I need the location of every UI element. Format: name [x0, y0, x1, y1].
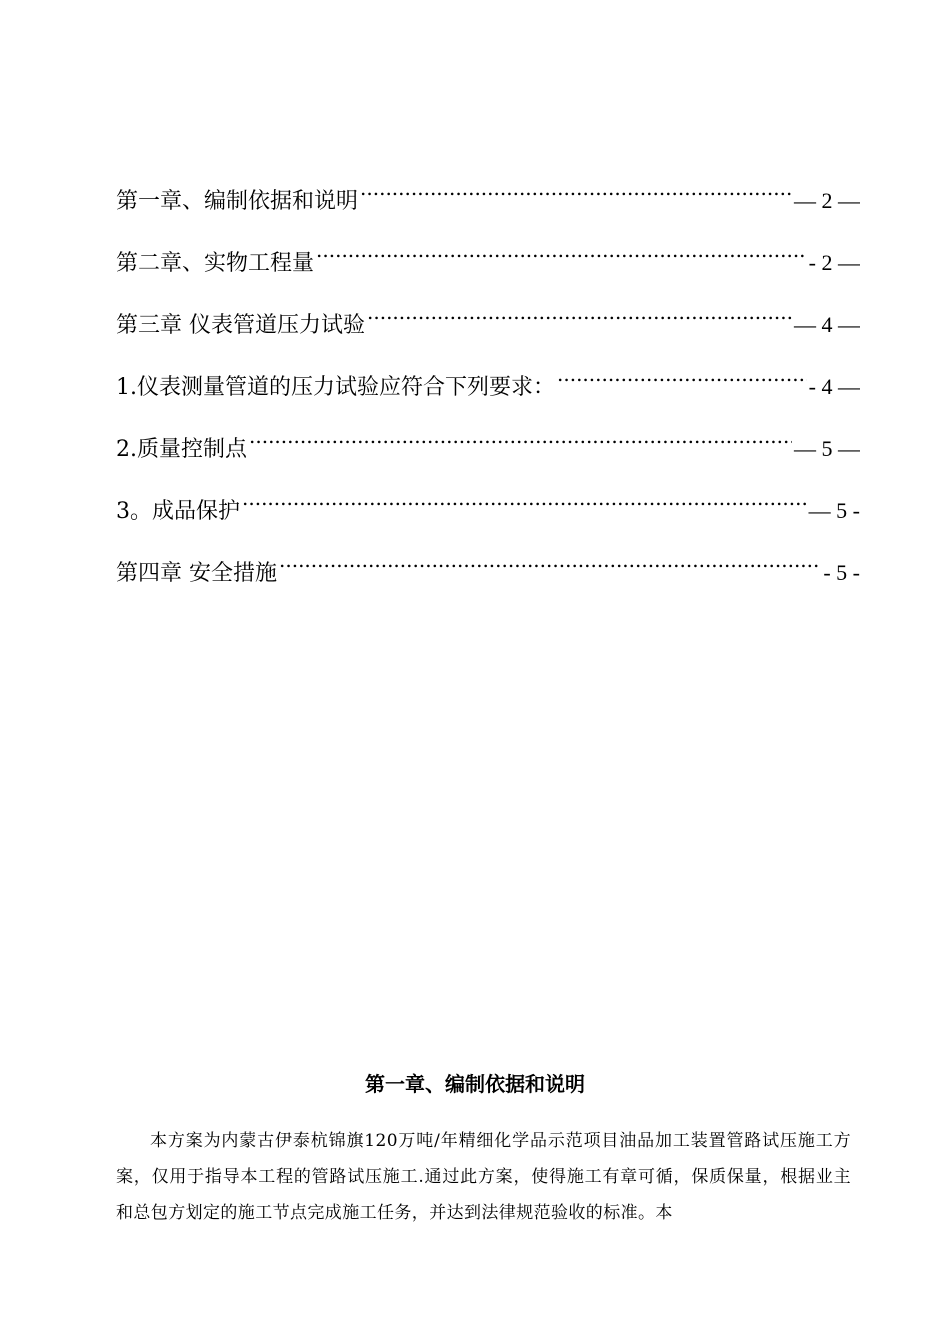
toc-entry-page: - 4 — — [808, 374, 860, 399]
toc-dot-leader — [557, 350, 807, 394]
toc-entry-chapter-1[interactable] — [116, 164, 860, 226]
toc-entry-page: — 2 — — [794, 188, 860, 213]
toc-entry-page: - 2 — — [808, 250, 860, 275]
toc-entry-chapter-4[interactable] — [116, 536, 860, 598]
chapter-1-paragraph: 本方案为内蒙古伊泰杭锦旗120万吨/年精细化学品示范项目油品加工装置管路试压施工方案，仅用于指导本工程的管路试压施工.通过此方案，使得施工有章可循，保质保量，根据业主和总包方划定的施工节点完成施工任务，并达到法律规范验收的标准。本 — [116, 1131, 851, 1223]
toc-entry-title: 1.仪表测量管道的压力试验应符合下列要求： — [116, 375, 555, 400]
toc-entry-title: 第二章、实物工程量 — [116, 251, 315, 276]
chapter-1-heading: 第一章、编制依据和说明 — [365, 1072, 585, 1096]
toc-entry-title: 2.质量控制点 — [116, 437, 247, 462]
toc-dot-leader — [367, 288, 792, 332]
toc-entry-title: 第四章 安全措施 — [116, 561, 277, 586]
toc-dot-leader — [360, 164, 792, 208]
toc-dot-leader — [249, 412, 792, 456]
toc-entry-section-3-2[interactable] — [116, 412, 860, 474]
toc-dot-leader — [242, 474, 807, 518]
toc-entry-chapter-2[interactable] — [116, 226, 860, 288]
toc-entry-section-3-1[interactable] — [116, 350, 860, 412]
toc-entry-page: — 5 - — [808, 498, 860, 523]
toc-entry-chapter-3[interactable] — [116, 288, 860, 350]
toc-entry-section-3-3[interactable] — [116, 474, 860, 536]
toc-entry-title: 3。成品保护 — [116, 499, 240, 524]
toc-entry-page: — 4 — — [794, 312, 860, 337]
toc-entry-title: 第一章、编制依据和说明 — [116, 189, 359, 214]
toc-entry-page: - 5 - — [823, 560, 860, 585]
toc-entry-title: 第三章 仪表管道压力试验 — [116, 313, 365, 338]
table-of-contents — [116, 164, 860, 598]
toc-dot-leader — [316, 226, 807, 270]
toc-entry-page: — 5 — — [794, 436, 860, 461]
toc-dot-leader — [279, 536, 821, 580]
